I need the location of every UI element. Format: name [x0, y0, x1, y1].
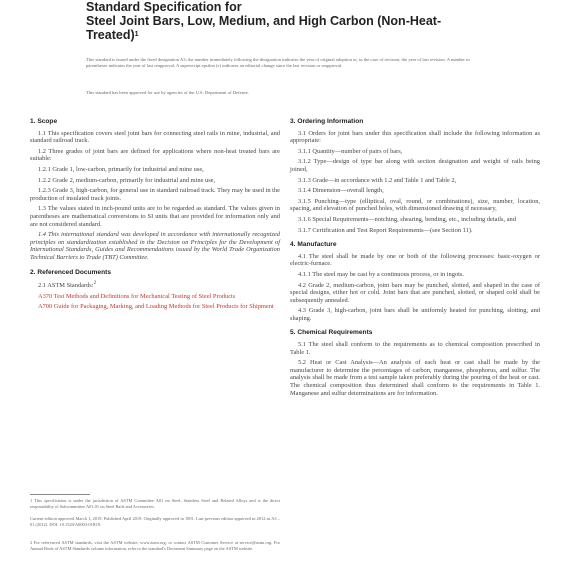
left-column — [30, 118, 280, 314]
title-line-1: Standard Specification for — [86, 0, 242, 14]
paragraph-3-1-3: 3.1.3 Grade—in accordance with 1.2 and Table 1 and Table 2, — [298, 176, 457, 184]
paragraph-1-2-2: 1.2.2 Grade 2, medium-carbon, primarily for industrial and mine use, — [38, 176, 216, 184]
footnote-2: 2 For referenced ASTM standards, visit the ASTM website, www.astm.org, or contact ASTM Customer Service at service@astm.org. For Annual Book of ASTM Standards volume information, refer to the standard's Document Summary page on the ASTM website. — [30, 540, 280, 551]
title-line-3: Treated) — [86, 28, 135, 42]
paragraph-3-1-2: 3.1.2 Type—design of type bar along with section designation and weight of rails being joined, — [290, 158, 540, 173]
paragraph-1-2: 1.2 Three grades of joint bars are defined for applications where non-heat treated bars are suitable: — [30, 147, 280, 163]
paragraph-5-2: 5.2 Heat or Cast Analysis—An analysis of each heat or cast shall be made by the manufacturer to determine the percentages of carbon, manganese, phosphorus, and sulfur. The analysis shall be made from a test sample taken preferably during the pouring of the heat or cast. The chemical composition thus determined shall conform to the requirements in Table 1. Manganese and sulfur determinations are for information. — [290, 359, 540, 397]
paragraph-5-1: 5.1 The steel shall conform to the requirements as to chemical composition prescribed in Table 1. — [290, 341, 540, 356]
paragraph-4-1: 4.1 The steel shall be made by one or both of the following processes: basic-oxygen or electric-furnace. — [290, 252, 540, 268]
paragraph-1-4: 1.4 This international standard was developed in accordance with internationally recognized principles on standardization established in the Decision on Principles for the Development of International Standards, Guides and Recommendations issued by the World Trade Organization Technical Barriers to Trade (TBT) Committee. — [30, 231, 280, 261]
reference-link-a370[interactable]: A370 Test Methods and Definitions for Mechanical Testing of Steel Products — [38, 292, 236, 300]
paragraph-1-2-3: 1.2.3 Grade 3, high-carbon, for general use in standard railroad track. They may be used in the production of insulated track joints. — [30, 187, 280, 202]
footnote-1: 1 This specification is under the jurisdiction of ASTM Committee A01 on Steel, Stainless Steel and Related Alloys and is the direct responsibility of Subcommittee A01.01 on Steel Rails and Accessories. — [30, 498, 280, 509]
section-4-heading: 4. Manufacture — [290, 241, 337, 249]
section-3-heading: 3. Ordering Information — [290, 118, 364, 125]
right-column — [290, 118, 540, 400]
title-line-2: Steel Joint Bars, Low, Medium, and High Carbon (Non-Heat- — [86, 14, 442, 28]
paragraph-2-1: 2.1 ASTM Standards: — [38, 282, 94, 290]
paragraph-3-1-5: 3.1.5 Punching—type (elliptical, oval, round, or combinations), size, number, location, spacing, and elevation of punched holes, with dimensioned drawing if necessary, — [290, 197, 540, 213]
paragraph-3-1-4: 3.1.4 Dimension—overall length, — [298, 187, 384, 195]
title-footnote-marker: 1 — [134, 31, 139, 38]
section-2-heading: 2. Referenced Documents — [30, 268, 111, 276]
footnote-1-edition: Current edition approved March 1, 2019. Published April 2019. Originally approved in 1901. Last previous edition approved in 2012 as A3 – 01 (2012). DOI: 10.1520/A0003-01R19. — [30, 516, 280, 527]
paragraph-3-1-1: 3.1.1 Quantity—number of pairs of bars, — [298, 147, 403, 155]
footnote-2-marker: 2 — [93, 280, 97, 287]
paragraph-4-3: 4.3 Grade 3, high-carbon, joint bars shall be uniformly heated for punching, slotting, and shaping. — [290, 307, 540, 322]
paragraph-1-2-1: 1.2.1 Grade 1, low-carbon, primarily for industrial and mine use, — [38, 165, 204, 173]
reference-link-a700[interactable]: A700 Guide for Packaging, Marking, and Loading Methods for Steel Products for Shipment — [38, 303, 274, 311]
paragraph-3-1-6: 3.1.6 Special Requirements—notching, shearing, bending, etc., including details, and — [298, 215, 516, 223]
section-1-heading: 1. Scope — [30, 118, 58, 125]
document-title — [86, 0, 526, 42]
paragraph-4-1-1: 4.1.1 The steel may be cast by a continuous process, or in ingots. — [298, 270, 465, 278]
footnote-divider — [30, 494, 90, 495]
paragraph-4-2: 4.2 Grade 2, medium-carbon, joint bars may be punched, slotted, and shaped in the case of special designs, either hot or cold. Joint bars that are punched, slotted, or shaped cold shall be subsequently annealed. — [290, 281, 540, 304]
designation-note: This standard is issued under the fixed designation A3; the number immediately following the designation indicates the year of original adoption or, in the case of revision, the year of last revision. A number in parentheses indicates the year of last reapproval. A superscript epsilon (ε) indicates an editorial change since the last revision or reapproval. — [86, 57, 470, 68]
paragraph-1-1: 1.1 This specification covers steel joint bars for connecting steel rails in mine, industrial, and standard railroad track. — [30, 129, 280, 145]
section-5-heading: 5. Chemical Requirements — [290, 329, 373, 337]
paragraph-3-1-7: 3.1.7 Certification and Test Report Requirements—(see Section 11). — [298, 226, 473, 234]
paragraph-3-1: 3.1 Orders for joint bars under this specification shall include the following information as appropriate: — [290, 129, 540, 145]
approval-note: This standard has been approved for use by agencies of the U.S. Department of Defense. — [86, 90, 249, 95]
paragraph-1-3: 1.3 The values stated in inch-pound units are to be regarded as standard. The values given in parentheses are mathematical conversions to SI units that are provided for information only and are not considered standard. — [30, 205, 280, 228]
